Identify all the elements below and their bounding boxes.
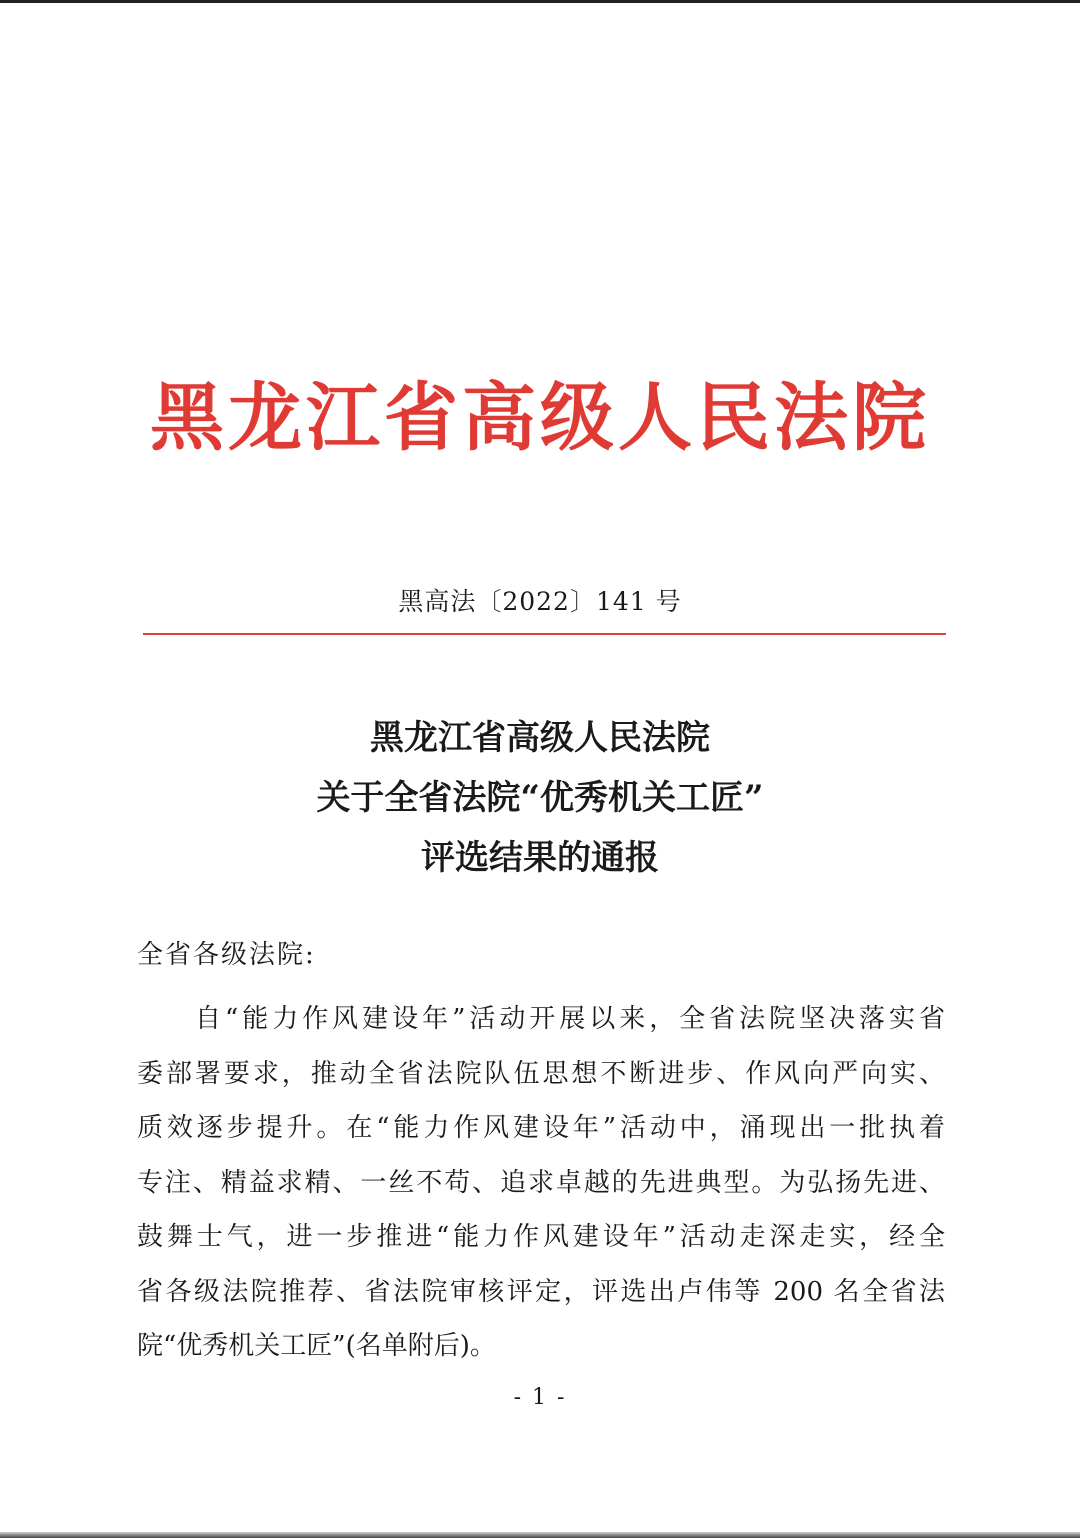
document-title-line-3: 评选结果的通报 — [421, 838, 659, 878]
page-top-edge — [0, 0, 1080, 3]
body-line: 鼓舞士气，进一步推进“能力作风建设年”活动走深走实，经全 — [137, 1222, 945, 1252]
body-paragraph — [137, 992, 945, 1374]
document-title — [0, 708, 1080, 888]
document-number: 黑高法〔2022〕141 号 — [398, 587, 682, 616]
body-line: 专注、精益求精、一丝不苟、追求卓越的先进典型。为弘扬先进、 — [137, 1167, 945, 1198]
body-line: 自“能力作风建设年”活动开展以来，全省法院坚决落实省 — [195, 1004, 945, 1034]
red-separator-rule — [143, 633, 946, 635]
document-title-line-2: 关于全省法院“优秀机关工匠” — [316, 778, 764, 818]
body-line: 省各级法院推荐、省法院审核评定，评选出卢伟等 200 名全省法 — [137, 1276, 945, 1307]
salutation: 全省各级法院: — [137, 940, 316, 970]
page-bottom-edge — [0, 1532, 1080, 1538]
body-line: 质效逐步提升。在“能力作风建设年”活动中，涌现出一批执着 — [137, 1113, 945, 1143]
page-number: - 1 - — [513, 1385, 567, 1410]
document-title-line-1: 黑龙江省高级人民法院 — [370, 718, 710, 758]
body-line: 委部署要求，推动全省法院队伍思想不断进步、作风向严向实、 — [137, 1058, 945, 1089]
body-line: 院“优秀机关工匠”(名单附后)。 — [137, 1331, 496, 1361]
issuing-authority-header: 黑龙江省高级人民法院 — [150, 375, 930, 461]
